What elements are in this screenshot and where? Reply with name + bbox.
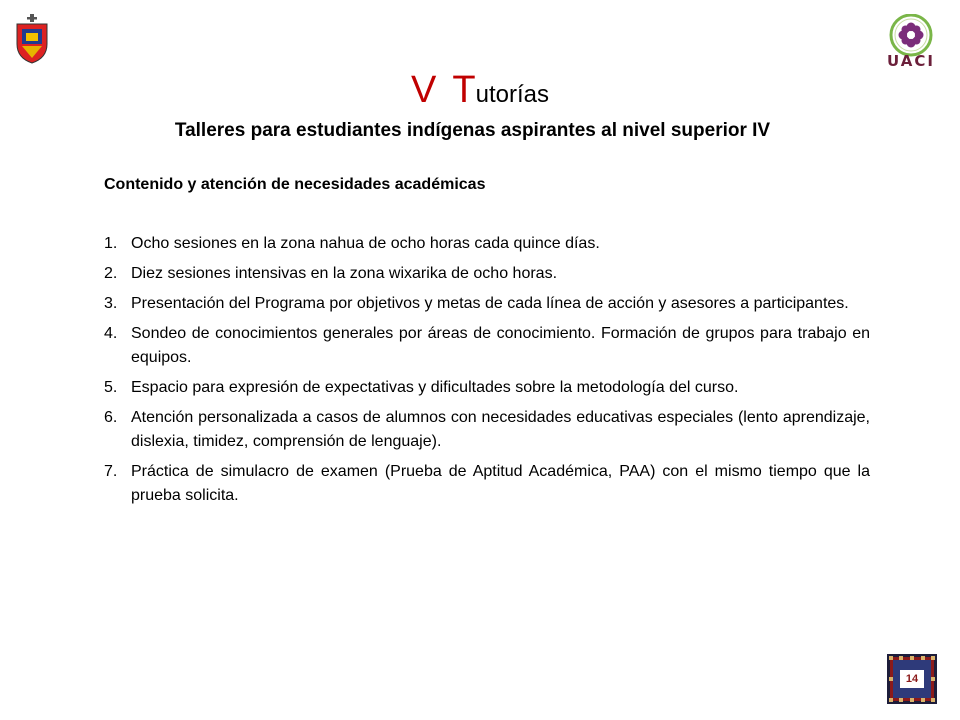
content-list xyxy=(104,232,870,514)
page-title xyxy=(0,70,960,115)
title-rest: utorías xyxy=(475,81,549,108)
list-item xyxy=(104,232,870,256)
list-item-text: Práctica de simulacro de examen (Prueba de Aptitud Académica, PAA) con el mismo tiempo que la prueba solicita. xyxy=(131,463,870,504)
list-item xyxy=(104,322,870,370)
list-item xyxy=(104,406,870,454)
list-item-text: Sondeo de conocimientos generales por áreas de conocimiento. Formación de grupos para trabajo en equipos. xyxy=(131,325,870,366)
list-item-number: 2. xyxy=(104,265,118,282)
list-item xyxy=(104,376,870,400)
section-heading: Contenido y atención de necesidades académicas xyxy=(104,176,486,193)
list-item-text: Ocho sesiones en la zona nahua de ocho horas cada quince días. xyxy=(131,235,600,252)
list-item xyxy=(104,262,870,286)
list-item-number: 7. xyxy=(104,463,118,480)
uaci-logo-text: UACI xyxy=(887,52,935,70)
list-item xyxy=(104,292,870,316)
page-number: 14 xyxy=(900,670,924,688)
list-item-number: 5. xyxy=(104,379,118,396)
list-item-text: Diez sesiones intensivas en la zona wixarika de ocho horas. xyxy=(131,265,558,282)
list-item-text: Atención personalizada a casos de alumnos con necesidades educativas especiales (lento aprendizaje, dislexia, timidez, comprensión de lenguaje). xyxy=(131,409,870,450)
list-item-text: Espacio para expresión de expectativas y dificultades sobre la metodología del curso. xyxy=(131,379,739,396)
university-crest-icon xyxy=(14,14,50,64)
list-item xyxy=(104,460,870,508)
title-roman-numeral: V xyxy=(411,69,437,111)
list-item-number: 6. xyxy=(104,409,118,426)
title-first-letter: T xyxy=(452,69,476,111)
list-item-text: Presentación del Programa por objetivos y metas de cada línea de acción y asesores a participantes. xyxy=(131,295,849,312)
list-item-number: 4. xyxy=(104,325,118,342)
list-item-number: 1. xyxy=(104,235,118,252)
page-subtitle: Talleres para estudiantes indígenas aspirantes al nivel superior IV xyxy=(174,120,771,141)
list-item-number: 3. xyxy=(104,295,118,312)
